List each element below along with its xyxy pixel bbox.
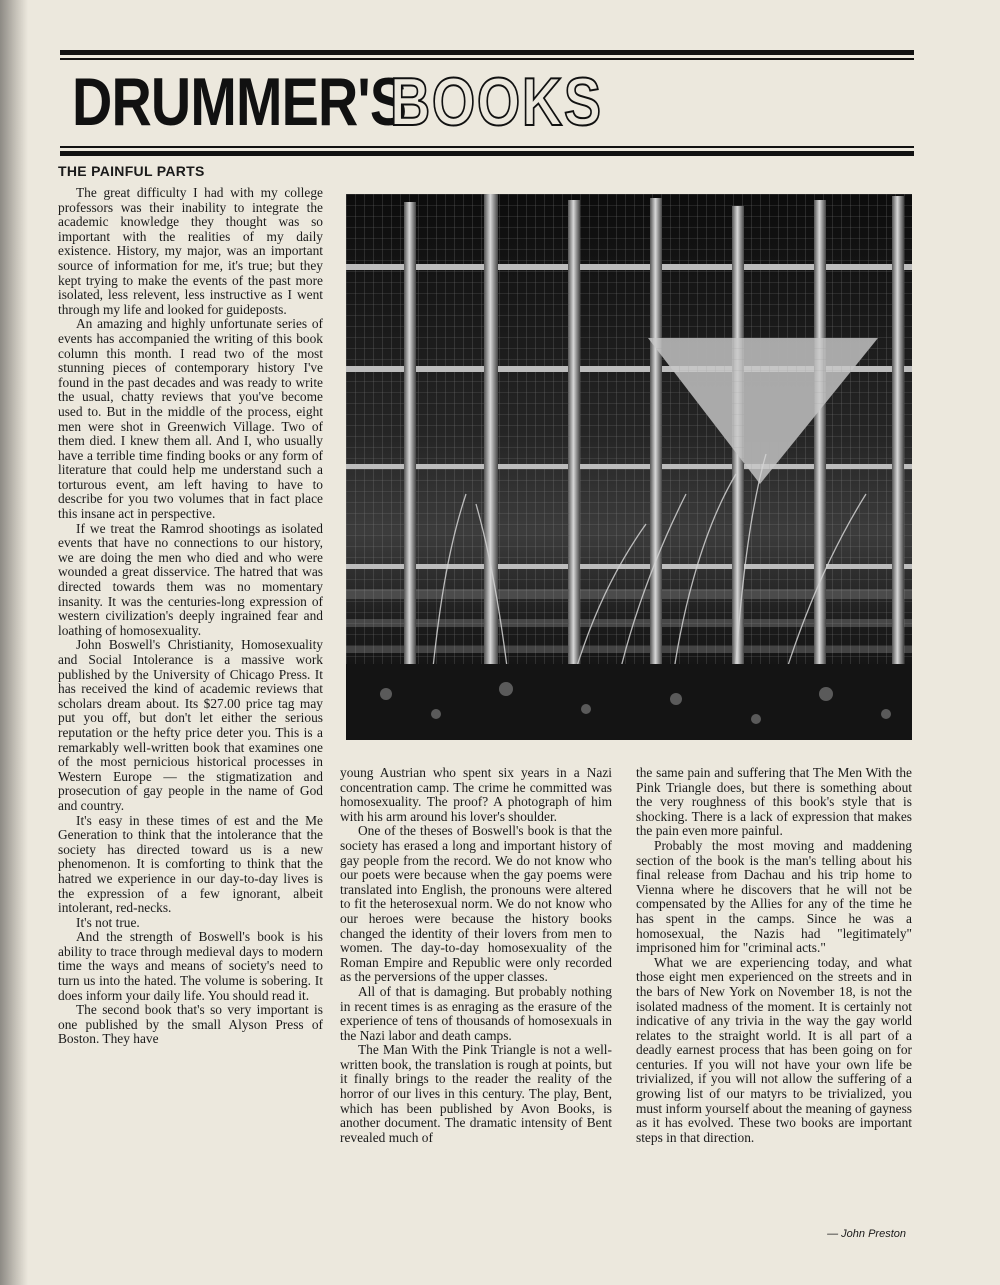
paragraph: the same pain and suffering that The Men With the Pink Triangle does, but there is something about the very roughness of this book's style that is shocking. There is a lack of expression that makes the pain even more painful. xyxy=(636,765,912,839)
paragraph: The second book that's so very important is one published by the small Alyson Press of Boston. They have xyxy=(58,1002,323,1047)
paragraph: If we treat the Ramrod shootings as isolated events that have no connections to our history, we are doing the men who died and who were wounded a great disservice. The hatred that was directed towards them was no momentary insanity. It was the centuries-long expression of western civilization's deeply ingrained fear and loathing of homosexuality. xyxy=(58,520,323,638)
paragraph: One of the theses of Boswell's book is that the society has erased a long and important history of gay people from the record. We do not know who our poets were because when the gay poems were translated into English, the pronouns were altered to fit the heterosexual norm. We do not know who our heroes were because the history books changed the identity of their lovers from men to women. The day-to-day homosexuality of the Roman Empire and Republic were only recorded as the perversions of the upper classes. xyxy=(340,823,612,985)
paragraph: What we are experiencing today, and what those eight men experienced on the streets and in the bars of New York on November 18, is not the isolated madness of the moment. It is certainly not indicative of any trivia in the way the gay world relates to the straight world. It is all part of a deadly earnest process that has been going on for centuries. If you will not have your own life be trivialized, if you will not allow the suffering of a growing list of our matyrs to be trivialized, you must inform yourself about the meaning of gayness as it has evolved. These two books are important steps in that direction. xyxy=(636,954,912,1145)
paragraph: It's easy in these times of est and the Me Generation to think that the intolerance that the society has directed toward us is a new phenomenon. It is comforting to think that the hatred we experience in our day-to-day lives is the expression of a few ignorant, albeit intolerant, red-necks. xyxy=(58,812,323,916)
paragraph: Probably the most moving and maddening section of the book is the man's telling about his final release from Dachau and his trip home to Vienna where he discovers that he will not be compensated by the Allies for any of the time he has spent in the camps. Since he was a homosexual, the Nazis had "legitimately" imprisoned him for "criminal acts." xyxy=(636,837,912,956)
column-1 xyxy=(58,186,323,1047)
column-3 xyxy=(636,766,912,1145)
paragraph: An amazing and highly unfortunate series of events has accompanied the writing of this book column this month. I read two of the most stunning pieces of contemporary history I've found in the past decades and was ready to write the usual, chatty reviews that you've become used to. But in the middle of the process, eight men were shot in Greenwich Village. Two of them died. I knew them all. And I, who usually have a terrible time finding books or any form of literature that could help me understand such a torturous event, am left having to have to describe for you two volumes that in fact place this insane act in perspective. xyxy=(58,316,323,522)
binding-shadow xyxy=(0,0,28,1285)
paragraph: young Austrian who spent six years in a Nazi concentration camp. The crime he committed was homosexuality. The proof? A photograph of him with his arm around his lover's shoulder. xyxy=(340,765,612,824)
paragraph: John Boswell's Christianity, Homosexuality and Social Intolerance is a massive work published by the University of Chicago Press. It has received the kind of academic reviews that scholars dream about. Its $27.00 price tag may put you off, but don't let either the serious reputation or the hefty price deter you. This is a remarkably well-written book that examines one of the most pernicious historical processes in Western Europe — the stigmatization and prosecution of gay people in the name of God and country. xyxy=(58,637,323,813)
article-heading: THE PAINFUL PARTS xyxy=(58,163,205,179)
author-signature: — John Preston xyxy=(827,1228,906,1240)
masthead-drummers: DRUMMER'S xyxy=(72,64,407,140)
paragraph: The great difficulty I had with my college professors was their inability to integrate the academic knowledge they thought was so important with the realities of my daily existence. History, my major, was an important source of information for me, it's true; but they kept trying to make the events of the past more isolated, less relevent, less instructive as I went through my life and looked for guideposts. xyxy=(58,185,323,317)
paragraph: The Man With the Pink Triangle is not a well-written book, the translation is rough at points, but it finally brings to the reader the reality of the horror of our lives in this century. The play, Bent, which has been published by Avon Books, is another document. The dramatic intensity of Bent revealed much of xyxy=(340,1042,612,1145)
masthead xyxy=(60,60,914,144)
paragraph: It's not true. xyxy=(76,914,140,930)
column-2 xyxy=(340,766,612,1145)
bottom-rule xyxy=(60,151,914,156)
masthead-books: BOOKS xyxy=(390,64,603,140)
top-rule xyxy=(60,50,914,55)
photo-fence-pink-triangle xyxy=(346,194,912,740)
paragraph: And the strength of Boswell's book is his ability to trace through medieval days to modern time the ways and means of society's need to turn us into the hated. The volume is sobering. It does inform your daily life. You should read it. xyxy=(58,929,323,1003)
paragraph: All of that is damaging. But probably nothing in recent times is as enraging as the erasure of the experience of tens of thousands of homosexuals in the Nazi labor and death camps. xyxy=(340,983,612,1043)
bottom-rule-thin xyxy=(60,146,914,148)
